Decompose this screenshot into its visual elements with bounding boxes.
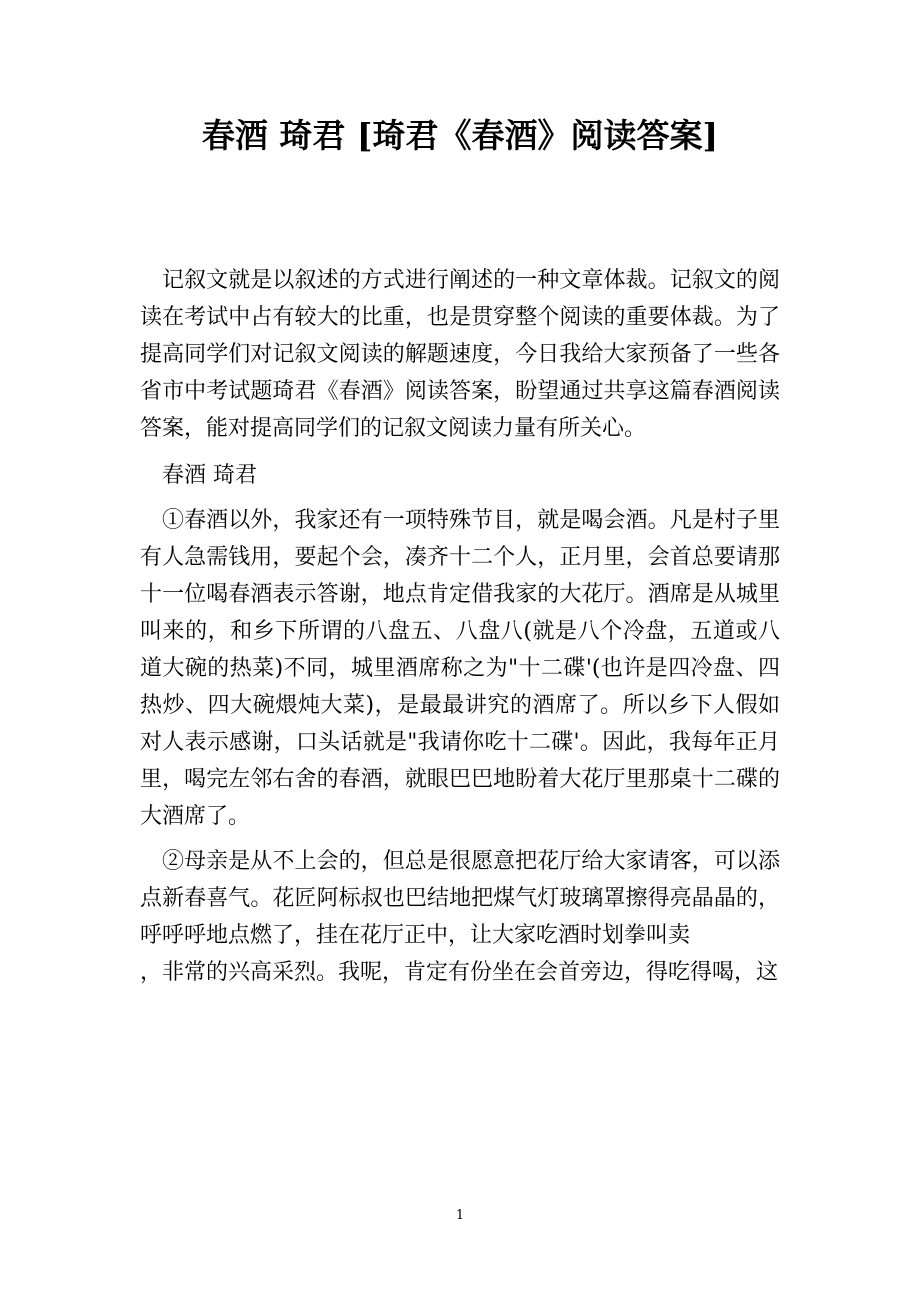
document-title: 春酒 琦君 [琦君《春酒》阅读答案] bbox=[201, 116, 719, 155]
intro-paragraph: 记叙文就是以叙述的方式进行阐述的一种文章体裁。记叙文的阅读在考试中占有较大的比重，也是贯穿整个阅读的重要体裁。为了提高同学们对记叙文阅读的解题速度，今日我给大家预备了一些各省市中考试题琦君《春酒》阅读答案，盼望通过共享这篇春酒阅读答案，能对提高同学们的记叙文阅读力量有所关心。 bbox=[140, 268, 780, 441]
paragraph-2: ②母亲是从不上会的，但总是很愿意把花厅给大家请客，可以添点新春喜气。花匠阿标叔也巴结地把煤气灯玻璃罩擦得亮晶晶的，呼呼呼地点燃了，挂在花厅正中，让大家吃酒时划拳叫卖 bbox=[140, 849, 780, 948]
paragraph-2-continued: ，非常的兴高采烈。我呢，肯定有份坐在会首旁边，得吃得喝，这 bbox=[140, 960, 779, 985]
paragraph-1: ①春酒以外，我家还有一项特殊节目，就是喝会酒。凡是村子里有人急需钱用，要起个会，凑齐十二个人，正月里，会首总要请那十一位喝春酒表示答谢，地点肯定借我家的大花厅。酒席是从城里叫来的，和乡下所谓的八盘五、八盘八(就是八个冷盘，五道或八道大碗的热菜)不同，城里酒席称之为"十二碟'(也许是四冷盘、四热炒、四大碗煨炖大菜)，是最最讲究的酒席了。所以乡下人假如对人表示感谢，口头话就是"我请你吃十二碟'。因此，我每年正月里，喝完左邻右舍的春酒，就眼巴巴地盼着大花厅里那桌十二碟的大酒席了。 bbox=[140, 508, 780, 829]
article-subtitle: 春酒 琦君 bbox=[162, 463, 257, 488]
page-number: 1 bbox=[455, 1208, 465, 1223]
document-body bbox=[140, 262, 780, 991]
